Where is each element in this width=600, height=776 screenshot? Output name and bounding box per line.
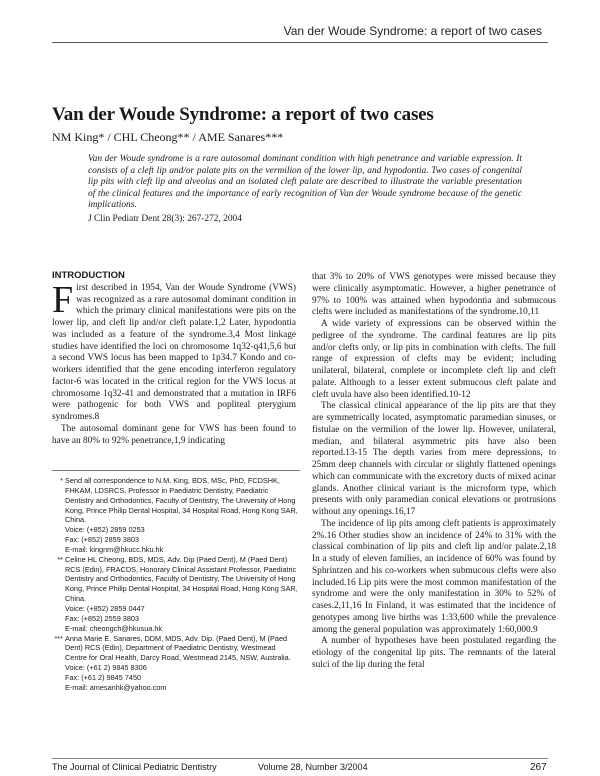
header-rule: [52, 42, 548, 43]
left-column: [52, 270, 296, 447]
footnote-2: [52, 555, 298, 634]
footnote-mark: *: [60, 476, 63, 485]
footnote-line: Send all correspondence to N.M. King, BDS, MSc, PhD, FCDSHK, FHKAM, LDSRCS, Professor in Paediatric Dentistry, Paediatric Dentistry and Orthodontics, Faculty of Dentistry, The University of Hong Kong, Prince Philip Dental Hospital, 34 Hospital Road, Hong Kong SAR, China.: [65, 476, 298, 525]
citation: J Clin Pediatr Dent 28(3): 267-272, 2004: [88, 214, 242, 224]
footnote-line: Voice: (+852) 2859 0447: [65, 603, 145, 613]
intro-paragraph-2: The autosomal dominant gene for VWS has been found to have an 80% to 92% penetrance,1,9 indicating: [52, 423, 296, 446]
footnote-line: Fax: (+61 2) 9845 7450: [65, 672, 142, 682]
right-column: [312, 272, 556, 672]
section-heading-introduction: INTRODUCTION: [52, 270, 125, 281]
right-paragraph-2: A wide variety of expressions can be observed within the pedigree of the syndrome. The cardinal features are lip pits and/or clefts only, or lip pits in combination with clefts. The full range of expression of clefts may be evident; including unilateral, bilateral, complete or incomplete cleft lip and cleft palate. Although to a lesser extent submucous cleft palate and cleft uvula have also been identified.10-12: [312, 319, 556, 400]
footnote-line: E-mail: amesanhk@yahoo.com: [65, 682, 167, 692]
footer-volume: Volume 28, Number 3/2004: [258, 762, 368, 772]
right-paragraph-5: A number of hypotheses have been postulated regarding the etiology of the congenital lip pits. The remnants of the lateral sulci of the lip during the fetal: [312, 636, 556, 670]
right-paragraph-1: that 3% to 20% of VWS genotypes were missed because they were clinically asymptomatic. However, a higher penetrance of 97% to 100% was attained when hypodontia and submucous clefts were included as manifestations of the syndrome.10,11: [312, 272, 556, 318]
footer-journal-name: The Journal of Clinical Pediatric Dentistry: [52, 762, 217, 772]
footnote-mark: **: [57, 554, 63, 564]
footnote-line: Voice: (+61 2) 9845 8306: [65, 663, 147, 673]
footnote-line: Fax: (+852) 2859 3803: [65, 535, 140, 545]
abstract: Van der Woude syndrome is a rare autosomal dominant condition with high penetrance and variable expression. It consists of a cleft lip and/or palate pits on the vermilion of the lower lip, and hypodontia. Two cases of congenital lip pits with cleft lip and alveolus and an isolated cleft palate are described to illustrate the variable presentation of the clinical features and the importance of early recognition of Van der Woude syndrome because of the genetic implications.: [88, 154, 522, 211]
footnote-line: Celine HL Cheong, BDS, MDS, Adv. Dip (Paed Dent), M (Paed Dent) RCS (Edin), FRACDS, Honorary Clinical Assistant Professor, Paediatric Dentistry and Orthodontics, Faculty of Dentistry, The University of Hong Kong, Prince Philip Dental Hospital, 34 Hospital Road, Hong Kong SAR, China.: [65, 554, 298, 604]
footnote-line: E-mail: kingnm@hkucc.hku.hk: [65, 544, 164, 554]
footnote-line: Fax: (+852) 2559 3803: [65, 613, 140, 623]
footnote-rule: [52, 470, 300, 471]
author-list: NM King* / CHL Cheong** / AME Sanares***: [52, 130, 284, 144]
page-number: 267: [530, 762, 547, 773]
footnote-3: [52, 634, 298, 693]
footnote-line: E-mail: cheongch@hkusua.hk: [65, 623, 163, 633]
footer-rule: [52, 758, 548, 759]
footnote-1: [52, 476, 298, 555]
right-paragraph-3: The classical clinical appearance of the lip pits are that they are symmetrically located, asymptomatic paramedian sinuses, or fistulae on the vermilion of the lower lip. However, unilateral, median, and bilateral asymmetric pits have also been reported.13-15 The depth varies from mere depressions, to 25mm deep channels with circular or slightly flattened openings which can communicate with the excretory ducts of mixed acinar glands. Another clinical variant is the microform type, which presents with only paramedian conical elevations or protrusions without any openings.16,17: [312, 401, 556, 517]
footnote-line: Voice: (+852) 2859 0253: [65, 525, 145, 535]
intro-paragraph-1: [52, 278, 296, 424]
intro-paragraph-1-text: irst described in 1954, Van der Woude Syndrome (VWS) was recognized as a rare autosomal dominant condition in which the primary clinical manifestations were pits on the lower lip, and cleft lip and/or cleft palate.1,2 Later, hypodontia was included as a feature of the syndrome.3,4 Most linkage studies have identified the loci on chromosome 1q32-q41,5,6 but a second VWS locus has been mapped to 1p34.7 Kondo and co-workers identified that the gene encoding interferon regulatory factor-6 was located in the critical region for the VWS locus at chromosome 1q32-41 and demonstrated that a mutation in IRF6 were pathogenic for both VWS and popliteal pterygium syndromes.8: [52, 282, 296, 422]
footnote-line: Anna Marie E. Sanares, DDM, MDS, Adv. Dip. (Paed Dent), M (Paed Dent) RCS (Edin), Department of Paediatric Dentistry, Westmead Centre for Oral Health, Darcy Road, Westmead 2145, NSW, Australia.: [65, 633, 291, 663]
right-paragraph-4: The incidence of lip pits among cleft patients is approximately 2%.16 Other studies show an incidence of 24% to 31% with the classical combination of lip pits and cleft lip and/or palate.2,18 In a study of eleven families, an incidence of 60% was found by Sphrintzen and his co-workers when submucous clefts were also included.16 Lip pits were the most common manifestation of the syndrome and were the only manifestation in 30% to 52% of cases.2,11,16 In Finland, it was estimated that the incidence of genotypes among live births was 1:33,600 while the prevalence among the general population was approximately 1:60,000.9: [312, 518, 556, 635]
running-head: Van der Woude Syndrome: a report of two cases: [283, 24, 542, 38]
article-title: Van der Woude Syndrome: a report of two cases: [52, 104, 434, 125]
footnote-mark: ***: [54, 633, 63, 643]
drop-cap: F: [52, 278, 74, 321]
footnotes: [52, 476, 298, 693]
